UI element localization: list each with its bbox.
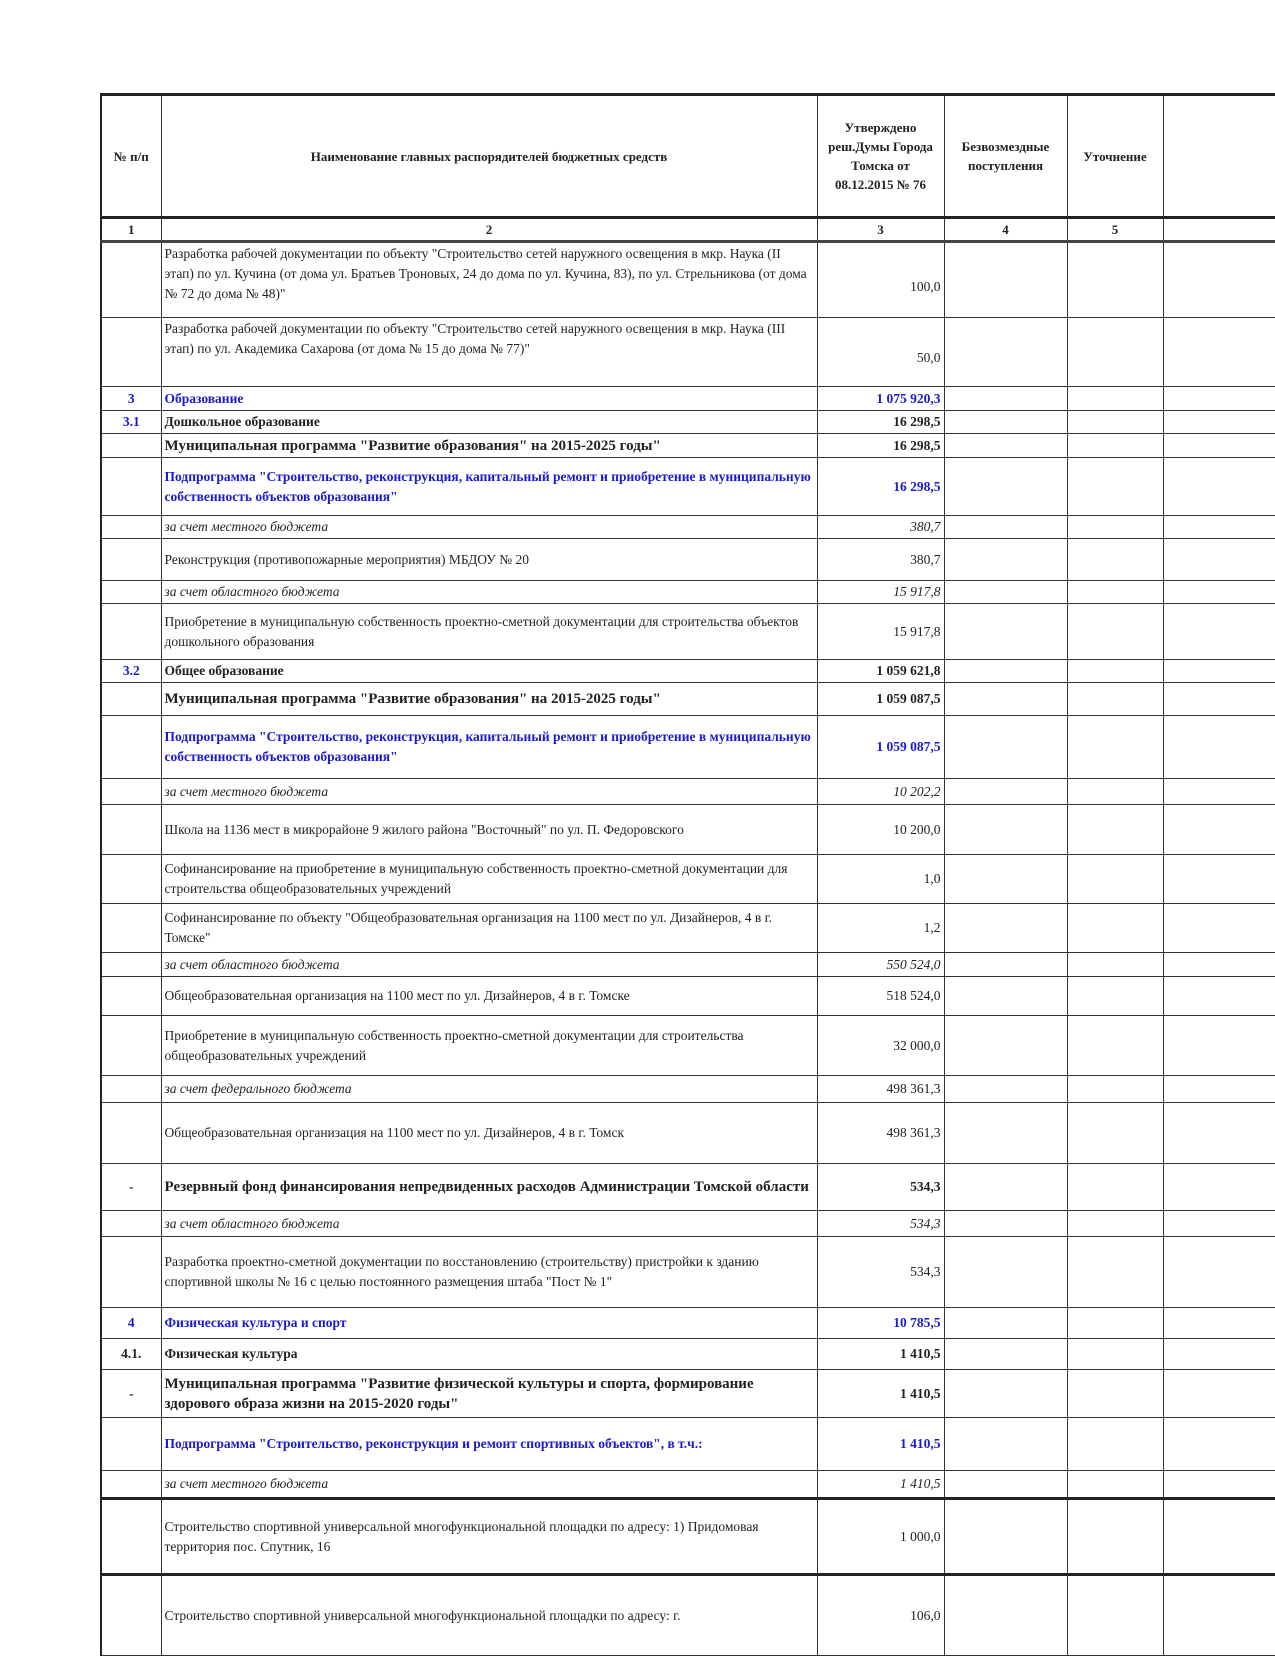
row-number: 4	[101, 1308, 161, 1339]
row-approved-value: 380,7	[817, 539, 944, 581]
row-number	[101, 904, 161, 953]
table-row	[101, 1370, 1275, 1418]
row-col6-cell	[1163, 242, 1275, 318]
row-col6-cell	[1163, 904, 1275, 953]
row-grants-cell	[944, 581, 1067, 604]
row-name: за счет местного бюджета	[161, 1471, 817, 1499]
col-number	[1163, 218, 1275, 242]
table-row	[101, 387, 1275, 411]
row-number	[101, 1575, 161, 1656]
row-number	[101, 434, 161, 458]
row-name: Резервный фонд финансирования непредвиденных расходов Администрации Томской области	[161, 1164, 817, 1211]
budget-table	[100, 93, 1275, 1656]
row-col6-cell	[1163, 779, 1275, 805]
row-col6-cell	[1163, 458, 1275, 516]
row-grants-cell	[944, 1575, 1067, 1656]
table-row	[101, 1016, 1275, 1076]
row-approved-value: 1 410,5	[817, 1471, 944, 1499]
row-clarification-cell	[1067, 539, 1163, 581]
row-name: за счет местного бюджета	[161, 516, 817, 539]
table-row	[101, 242, 1275, 318]
row-number	[101, 716, 161, 779]
row-col6-cell	[1163, 581, 1275, 604]
row-col6-cell	[1163, 1237, 1275, 1308]
row-grants-cell	[944, 434, 1067, 458]
row-grants-cell	[944, 1471, 1067, 1499]
row-col6-cell	[1163, 1339, 1275, 1370]
row-name: Строительство спортивной универсальной многофункциональной площадки по адресу: г.	[161, 1575, 817, 1656]
header-name: Наименование главных распорядителей бюджетных средств	[161, 95, 817, 218]
row-number	[101, 855, 161, 904]
column-number-row	[101, 218, 1275, 242]
table-row	[101, 604, 1275, 660]
row-grants-cell	[944, 1016, 1067, 1076]
row-name: Софинансирование по объекту "Общеобразовательная организация на 1100 мест по ул. Дизайнеров, 4 в г. Томске"	[161, 904, 817, 953]
row-clarification-cell	[1067, 1418, 1163, 1471]
table-row	[101, 1164, 1275, 1211]
row-col6-cell	[1163, 1370, 1275, 1418]
row-grants-cell	[944, 683, 1067, 716]
row-col6-cell	[1163, 387, 1275, 411]
row-number	[101, 539, 161, 581]
row-number	[101, 1211, 161, 1237]
col-number: 4	[944, 218, 1067, 242]
row-approved-value: 106,0	[817, 1575, 944, 1656]
row-approved-value: 1,2	[817, 904, 944, 953]
table-row	[101, 953, 1275, 977]
row-grants-cell	[944, 1339, 1067, 1370]
row-grants-cell	[944, 539, 1067, 581]
row-name: Разработка рабочей документации по объекту "Строительство сетей наружного освещения в мкр. Наука (III этап) по ул. Академика Сахарова (от дома № 15 до дома № 77)"	[161, 318, 817, 387]
row-col6-cell	[1163, 805, 1275, 855]
row-approved-value: 10 202,2	[817, 779, 944, 805]
table-row	[101, 516, 1275, 539]
table-row	[101, 458, 1275, 516]
row-clarification-cell	[1067, 660, 1163, 683]
row-clarification-cell	[1067, 242, 1163, 318]
row-grants-cell	[944, 242, 1067, 318]
table-row	[101, 716, 1275, 779]
row-grants-cell	[944, 1211, 1067, 1237]
row-col6-cell	[1163, 516, 1275, 539]
row-col6-cell	[1163, 683, 1275, 716]
row-name: Общеобразовательная организация на 1100 мест по ул. Дизайнеров, 4 в г. Томске	[161, 977, 817, 1016]
table-row	[101, 581, 1275, 604]
row-approved-value: 16 298,5	[817, 411, 944, 434]
row-number	[101, 604, 161, 660]
row-name: Разработка проектно-сметной документации по восстановлению (строительству) пристройки к зданию спортивной школы № 16 с целью постоянного размещения штаба "Пост № 1"	[161, 1237, 817, 1308]
row-number	[101, 458, 161, 516]
table-row	[101, 539, 1275, 581]
row-grants-cell	[944, 604, 1067, 660]
row-clarification-cell	[1067, 1471, 1163, 1499]
row-number	[101, 1076, 161, 1103]
row-col6-cell	[1163, 1499, 1275, 1575]
table-row	[101, 1103, 1275, 1164]
row-number	[101, 581, 161, 604]
row-number	[101, 977, 161, 1016]
row-col6-cell	[1163, 604, 1275, 660]
row-clarification-cell	[1067, 1370, 1163, 1418]
table-row	[101, 1308, 1275, 1339]
row-grants-cell	[944, 411, 1067, 434]
row-name: Строительство спортивной универсальной многофункциональной площадки по адресу: 1) Придомовая территория пос. Спутник, 16	[161, 1499, 817, 1575]
row-number	[101, 779, 161, 805]
row-clarification-cell	[1067, 683, 1163, 716]
header-col6	[1163, 95, 1275, 218]
row-name: Приобретение в муниципальную собственность проектно-сметной документации для строительства объектов дошкольного образования	[161, 604, 817, 660]
header-row	[101, 95, 1275, 218]
row-name: Физическая культура	[161, 1339, 817, 1370]
table-row	[101, 779, 1275, 805]
row-grants-cell	[944, 458, 1067, 516]
col-number: 2	[161, 218, 817, 242]
row-number	[101, 1237, 161, 1308]
row-col6-cell	[1163, 1016, 1275, 1076]
row-grants-cell	[944, 977, 1067, 1016]
row-grants-cell	[944, 1076, 1067, 1103]
row-name: Подпрограмма "Строительство, реконструкция и ремонт спортивных объектов", в т.ч.:	[161, 1418, 817, 1471]
row-name: Подпрограмма "Строительство, реконструкция, капитальный ремонт и приобретение в муниципальную собственность объектов образования"	[161, 716, 817, 779]
row-col6-cell	[1163, 1164, 1275, 1211]
row-name: Школа на 1136 мест в микрорайоне 9 жилого района "Восточный" по ул. П. Федоровского	[161, 805, 817, 855]
row-number: -	[101, 1370, 161, 1418]
row-clarification-cell	[1067, 1308, 1163, 1339]
table-row	[101, 1237, 1275, 1308]
row-clarification-cell	[1067, 1237, 1163, 1308]
row-name: Софинансирование на приобретение в муниципальную собственность проектно-сметной документации для строительства общеобразовательных учреждений	[161, 855, 817, 904]
row-clarification-cell	[1067, 1499, 1163, 1575]
table-row	[101, 318, 1275, 387]
row-col6-cell	[1163, 1575, 1275, 1656]
row-clarification-cell	[1067, 1575, 1163, 1656]
row-col6-cell	[1163, 539, 1275, 581]
table-row	[101, 1418, 1275, 1471]
row-approved-value: 16 298,5	[817, 458, 944, 516]
row-number: 3	[101, 387, 161, 411]
row-clarification-cell	[1067, 318, 1163, 387]
row-number	[101, 1418, 161, 1471]
row-approved-value: 1,0	[817, 855, 944, 904]
row-name: Подпрограмма "Строительство, реконструкция, капитальный ремонт и приобретение в муниципальную собственность объектов образования"	[161, 458, 817, 516]
row-number: 3.1	[101, 411, 161, 434]
row-grants-cell	[944, 855, 1067, 904]
row-grants-cell	[944, 953, 1067, 977]
row-col6-cell	[1163, 716, 1275, 779]
row-approved-value: 518 524,0	[817, 977, 944, 1016]
table-row	[101, 977, 1275, 1016]
row-number	[101, 1016, 161, 1076]
row-clarification-cell	[1067, 855, 1163, 904]
row-clarification-cell	[1067, 1016, 1163, 1076]
row-clarification-cell	[1067, 604, 1163, 660]
row-approved-value: 10 785,5	[817, 1308, 944, 1339]
row-col6-cell	[1163, 855, 1275, 904]
row-col6-cell	[1163, 953, 1275, 977]
row-name: Муниципальная программа "Развитие образования" на 2015-2025 годы"	[161, 434, 817, 458]
row-number	[101, 683, 161, 716]
row-grants-cell	[944, 516, 1067, 539]
header-clarification: Уточнение	[1067, 95, 1163, 218]
row-clarification-cell	[1067, 779, 1163, 805]
row-number	[101, 1499, 161, 1575]
row-clarification-cell	[1067, 904, 1163, 953]
col-number: 3	[817, 218, 944, 242]
row-approved-value: 1 410,5	[817, 1418, 944, 1471]
row-grants-cell	[944, 904, 1067, 953]
row-col6-cell	[1163, 434, 1275, 458]
row-approved-value: 1 410,5	[817, 1339, 944, 1370]
header-num: № п/п	[101, 95, 161, 218]
row-grants-cell	[944, 387, 1067, 411]
row-approved-value: 534,3	[817, 1211, 944, 1237]
row-clarification-cell	[1067, 516, 1163, 539]
row-number	[101, 516, 161, 539]
row-clarification-cell	[1067, 1076, 1163, 1103]
row-col6-cell	[1163, 977, 1275, 1016]
row-name: за счет федерального бюджета	[161, 1076, 817, 1103]
row-clarification-cell	[1067, 1339, 1163, 1370]
header-grants: Безвозмездные поступления	[944, 95, 1067, 218]
row-approved-value: 50,0	[817, 318, 944, 387]
row-col6-cell	[1163, 1076, 1275, 1103]
row-approved-value: 380,7	[817, 516, 944, 539]
row-clarification-cell	[1067, 977, 1163, 1016]
table-row	[101, 434, 1275, 458]
row-number	[101, 1103, 161, 1164]
row-number: 4.1.	[101, 1339, 161, 1370]
row-name: Образование	[161, 387, 817, 411]
row-approved-value: 1 059 621,8	[817, 660, 944, 683]
col-number: 1	[101, 218, 161, 242]
table-row	[101, 805, 1275, 855]
row-approved-value: 534,3	[817, 1164, 944, 1211]
row-clarification-cell	[1067, 953, 1163, 977]
row-number: 3.2	[101, 660, 161, 683]
row-grants-cell	[944, 779, 1067, 805]
row-col6-cell	[1163, 318, 1275, 387]
table-row	[101, 1339, 1275, 1370]
row-name: Физическая культура и спорт	[161, 1308, 817, 1339]
row-name: Муниципальная программа "Развитие физической культуры и спорта, формирование здорового образа жизни на 2015-2020 годы"	[161, 1370, 817, 1418]
row-name: Общеобразовательная организация на 1100 мест по ул. Дизайнеров, 4 в г. Томск	[161, 1103, 817, 1164]
row-name: Дошкольное образование	[161, 411, 817, 434]
row-grants-cell	[944, 1499, 1067, 1575]
row-approved-value: 1 059 087,5	[817, 716, 944, 779]
row-approved-value: 550 524,0	[817, 953, 944, 977]
row-approved-value: 15 917,8	[817, 604, 944, 660]
row-name: за счет областного бюджета	[161, 581, 817, 604]
row-col6-cell	[1163, 1471, 1275, 1499]
row-name: Общее образование	[161, 660, 817, 683]
row-clarification-cell	[1067, 458, 1163, 516]
table-row	[101, 1499, 1275, 1575]
table-row	[101, 1076, 1275, 1103]
row-clarification-cell	[1067, 434, 1163, 458]
row-number	[101, 242, 161, 318]
row-number	[101, 1471, 161, 1499]
row-approved-value: 1 075 920,3	[817, 387, 944, 411]
row-clarification-cell	[1067, 1103, 1163, 1164]
row-grants-cell	[944, 660, 1067, 683]
row-col6-cell	[1163, 1308, 1275, 1339]
row-clarification-cell	[1067, 387, 1163, 411]
row-approved-value: 1 059 087,5	[817, 683, 944, 716]
row-clarification-cell	[1067, 1211, 1163, 1237]
row-grants-cell	[944, 1103, 1067, 1164]
row-number	[101, 318, 161, 387]
header-approved: Утверждено реш.Думы Города Томска от 08.12.2015 № 76	[817, 95, 944, 218]
row-clarification-cell	[1067, 805, 1163, 855]
table-row	[101, 904, 1275, 953]
row-number: -	[101, 1164, 161, 1211]
row-col6-cell	[1163, 660, 1275, 683]
row-grants-cell	[944, 805, 1067, 855]
table-row	[101, 855, 1275, 904]
row-name: Реконструкция (противопожарные мероприятия) МБДОУ № 20	[161, 539, 817, 581]
row-grants-cell	[944, 1370, 1067, 1418]
row-name: за счет областного бюджета	[161, 1211, 817, 1237]
row-approved-value: 498 361,3	[817, 1103, 944, 1164]
row-col6-cell	[1163, 411, 1275, 434]
row-col6-cell	[1163, 1211, 1275, 1237]
row-clarification-cell	[1067, 1164, 1163, 1211]
table-row	[101, 1575, 1275, 1656]
table-row	[101, 660, 1275, 683]
table-row	[101, 683, 1275, 716]
row-approved-value: 1 000,0	[817, 1499, 944, 1575]
row-clarification-cell	[1067, 411, 1163, 434]
row-approved-value: 534,3	[817, 1237, 944, 1308]
row-name: Приобретение в муниципальную собственность проектно-сметной документации для строительства общеобразовательных учреждений	[161, 1016, 817, 1076]
row-name: за счет областного бюджета	[161, 953, 817, 977]
table-row	[101, 411, 1275, 434]
row-col6-cell	[1163, 1103, 1275, 1164]
row-clarification-cell	[1067, 716, 1163, 779]
table-row	[101, 1471, 1275, 1499]
row-approved-value: 100,0	[817, 242, 944, 318]
row-grants-cell	[944, 1308, 1067, 1339]
row-approved-value: 498 361,3	[817, 1076, 944, 1103]
row-name: Муниципальная программа "Развитие образования" на 2015-2025 годы"	[161, 683, 817, 716]
row-grants-cell	[944, 716, 1067, 779]
row-grants-cell	[944, 1237, 1067, 1308]
row-number	[101, 805, 161, 855]
table-row	[101, 1211, 1275, 1237]
row-col6-cell	[1163, 1418, 1275, 1471]
row-grants-cell	[944, 1164, 1067, 1211]
row-approved-value: 15 917,8	[817, 581, 944, 604]
row-approved-value: 32 000,0	[817, 1016, 944, 1076]
col-number: 5	[1067, 218, 1163, 242]
row-clarification-cell	[1067, 581, 1163, 604]
row-approved-value: 1 410,5	[817, 1370, 944, 1418]
row-approved-value: 10 200,0	[817, 805, 944, 855]
row-grants-cell	[944, 318, 1067, 387]
row-grants-cell	[944, 1418, 1067, 1471]
row-approved-value: 16 298,5	[817, 434, 944, 458]
row-name: Разработка рабочей документации по объекту "Строительство сетей наружного освещения в мкр. Наука (II этап) по ул. Кучина (от дома ул. Братьев Троновых, 24 до дома по ул. Кучина, 83), по ул. Стрельникова (от дома № 72 до дома № 48)"	[161, 242, 817, 318]
row-name: за счет местного бюджета	[161, 779, 817, 805]
row-number	[101, 953, 161, 977]
